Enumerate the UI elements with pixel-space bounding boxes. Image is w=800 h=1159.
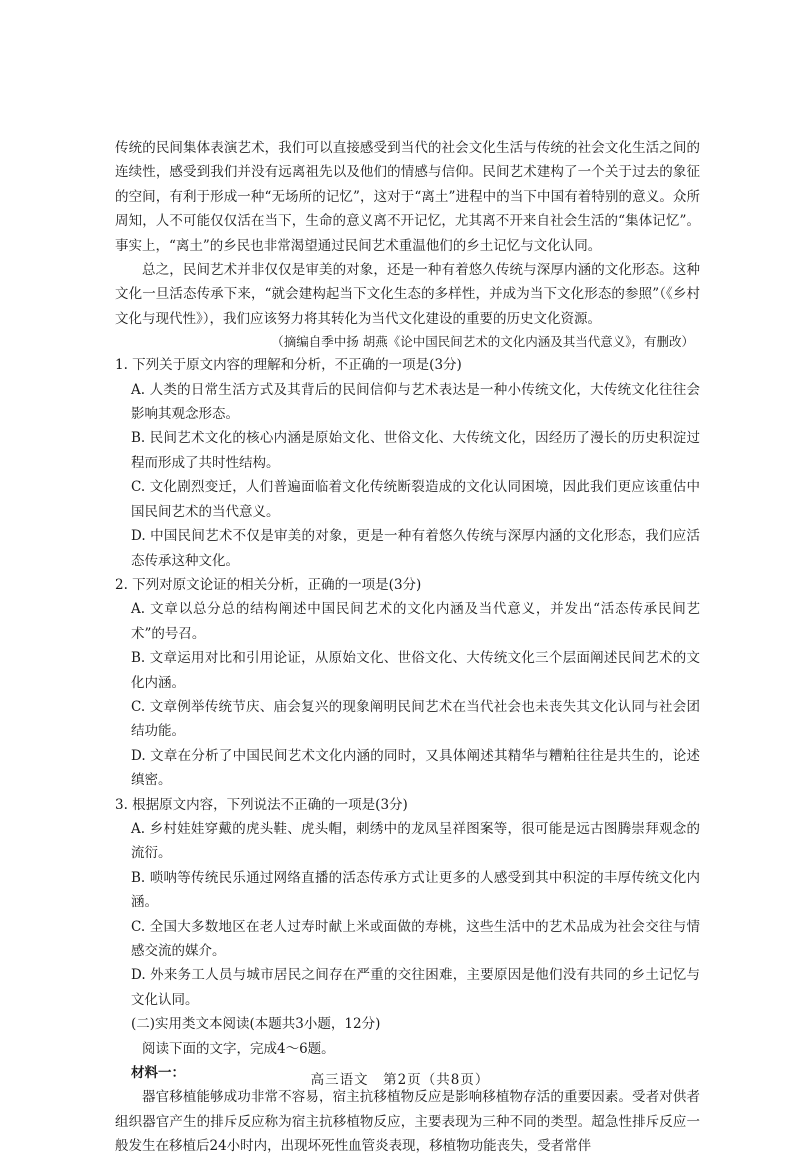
option-c: C. 文化剧烈变迁，人们普遍面临着文化传统断裂造成的文化认同困境，因此我们更应该重估中国民间艺术的当代意义。: [131, 479, 700, 520]
question-1: [115, 353, 700, 573]
question-stem: 2. 下列对原文论证的相关分析，正确的一项是(3分): [115, 576, 422, 593]
option-b: B. 文章运用对比和引用论证，从原始文化、世俗文化、大传统文化三个层面阐述民间艺术的文化内涵。: [131, 650, 700, 691]
page-footer: 高三语文 第2页（共8页）: [310, 1072, 490, 1088]
section-heading: (二)实用类文本阅读(本题共3小题，12分): [131, 1016, 381, 1033]
option-d: D. 文章在分析了中国民间艺术文化内涵的同时，又具体阐述其精华与糟粕往往是共生的，论述缜密。: [131, 747, 700, 789]
page-content: [115, 136, 700, 1159]
passage-paragraph-2: 总之，民间艺术并非仅仅是审美的对象，还是一种有着悠久传统与深厚内涵的文化形态。这种文化一旦活态传承下来，“就会建构起当下文化生态的多样性，并成为当下文化形态的参照”（《乡村文化与现代性》），我们应该努力将其转化为当代文化建设的重要的历史文化资源。: [115, 262, 700, 327]
option-c: C. 文章例举传统节庆、庙会复兴的现象阐明民间艺术在当代社会也未丧失其文化认同与社会团结功能。: [131, 698, 700, 740]
question-2: [115, 573, 700, 793]
section-instruction: 阅读下面的文字，完成4～6题。: [142, 1040, 335, 1057]
question-stem: 1. 下列关于原文内容的理解和分析，不正确的一项是(3分): [115, 357, 462, 374]
option-a: A. 人类的日常生活方式及其背后的民间信仰与艺术表达是一种小传统文化，大传统文化往往会影响其观念形态。: [131, 381, 700, 423]
question-stem: 3. 根据原文内容，下列说法不正确的一项是(3分): [115, 796, 408, 813]
option-b: B. 唢呐等传统民乐通过网络直播的活态传承方式让更多的人感受到其中积淀的丰厚传统文化内涵。: [131, 869, 700, 911]
passage-paragraph-1: 传统的民间集体表演艺术，我们可以直接感受到当代的社会文化生活与传统的社会文化生活之间的连续性，感受到我们并没有远离祖先以及他们的情感与信仰。民间艺术建构了一个关于过去的象征的空间，有利于形成一种“无场所的记忆”，这对于“离土”进程中的当下中国有着特别的意义。众所周知，人不可能仅仅活在当下，生命的意义离不开记忆，尤其离不开来自社会生活的“集体记忆”。事实上，“离土”的乡民也非常渴望通过民间艺术重温他们的乡土记忆与文化认同。: [115, 140, 700, 254]
option-d: D. 外来务工人员与城市居民之间存在严重的交往困难，主要原因是他们没有共同的乡土记忆与文化认同。: [131, 967, 700, 1008]
option-a: A. 乡村娃娃穿戴的虎头鞋、虎头帽，刺绣中的龙凤呈祥图案等，很可能是远古图腾崇拜观念的流衍。: [131, 820, 700, 862]
material-text: 器官移植能够成功非常不容易，宿主抗移植物反应是影响移植物存活的重要因素。受者对供者组织器官产生的排斥反应称为宿主抗移植物反应，主要表现为三种不同的类型。超急性排斥反应一般发生在移植后24小时内，出现坏死性血管炎表现，移植物功能丧失，受者常伴: [115, 1089, 700, 1155]
question-3: [115, 793, 700, 1013]
option-a: A. 文章以总分总的结构阐述中国民间艺术的文化内涵及当代意义，并发出“活态传承民间艺术”的号召。: [131, 601, 700, 642]
material-label: 材料一：: [131, 1065, 185, 1082]
passage-source: （摘编自季中扬 胡燕《论中国民间艺术的文化内涵及其当代意义》，有删改）: [271, 334, 694, 350]
option-b: B. 民间艺术文化的核心内涵是原始文化、世俗文化、大传统文化，因经历了漫长的历史积淀过程而形成了共时性结构。: [131, 430, 700, 471]
option-d: D. 中国民间艺术不仅是审美的对象，更是一种有着悠久传统与深厚内涵的文化形态，我们应活态传承这种文化。: [131, 528, 700, 569]
option-c: C. 全国大多数地区在老人过寿时献上米或面做的寿桃，这些生活中的艺术品成为社会交往与情感交流的媒介。: [131, 918, 700, 959]
